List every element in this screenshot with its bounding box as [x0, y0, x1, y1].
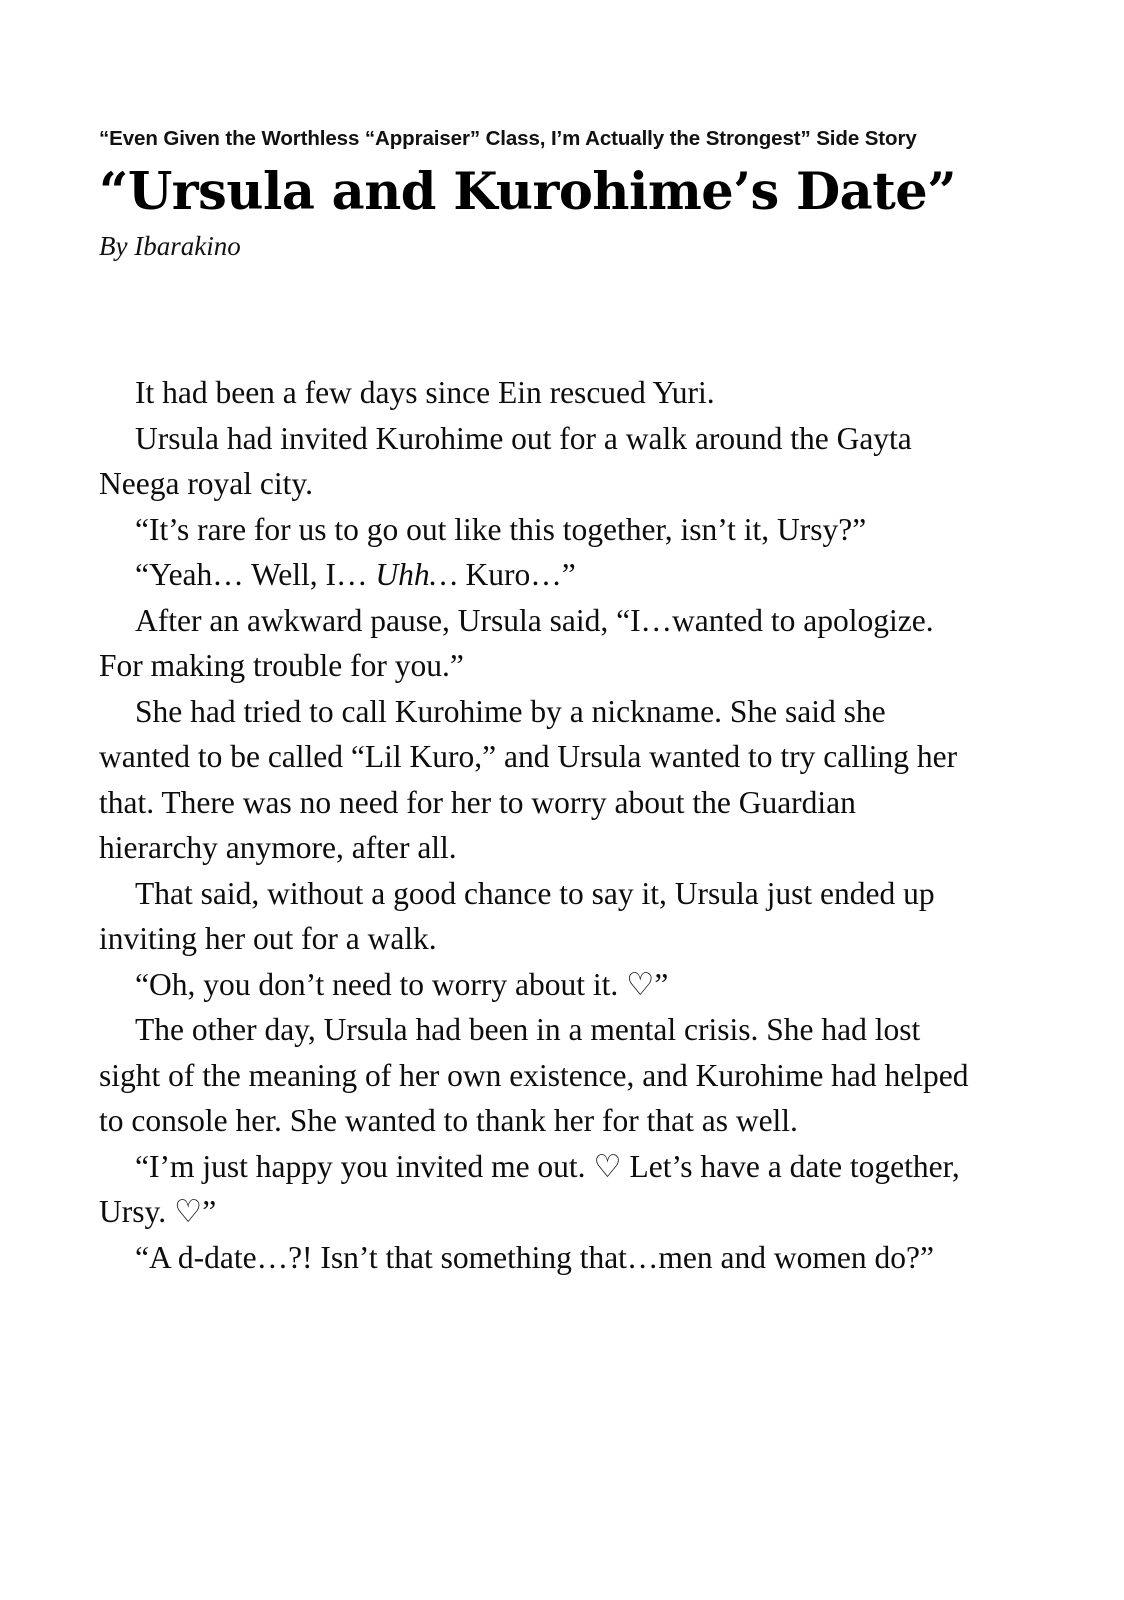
paragraph: “A d-date…?! Isn’t that something that…men and women do?” [135, 1239, 934, 1275]
paragraph: “Oh, you don’t need to worry about it. ♡” [135, 966, 669, 1002]
author-byline: By Ibarakino [99, 230, 241, 261]
italic-fragment: Uhh… [375, 557, 458, 592]
paragraph: After an awkward pause, Ursula said, “I…wanted to apologize. For making trouble for you.” [99, 602, 934, 683]
paragraph: It had been a few days since Ein rescued Yuri. [135, 375, 715, 410]
series-subtitle: “Even Given the Worthless “Appraiser” Class, I’m Actually the Strongest” Side Story [99, 127, 917, 150]
document-header [99, 126, 959, 262]
paragraph: She had tried to call Kurohime by a nickname. She said she wanted to be called “Lil Kuro,” and Ursula wanted to try calling her that. There was no need for her to worry about the Guardian hierarchy anymore, after all. [99, 693, 958, 865]
paragraph: “I’m just happy you invited me out. ♡ Let’s have a date together, Ursy. ♡” [99, 1148, 960, 1229]
paragraph: That said, without a good chance to say it, Ursula just ended up inviting her out for a walk. [99, 875, 935, 956]
paragraph: Ursula had invited Kurohime out for a walk around the Gayta Neega royal city. [99, 420, 912, 501]
story-body [99, 370, 979, 1280]
paragraph: “It’s rare for us to go out like this together, isn’t it, Ursy?” [135, 511, 867, 547]
paragraph-with-italic: “Yeah… Well, I… Uhh… Kuro…” [135, 557, 576, 592]
paragraph: The other day, Ursula had been in a mental crisis. She had lost sight of the meaning of her own existence, and Kurohime had helped to console her. She wanted to thank her for that as well. [99, 1012, 969, 1138]
page-title: “Ursula and Kurohime’s Date” [99, 161, 957, 222]
